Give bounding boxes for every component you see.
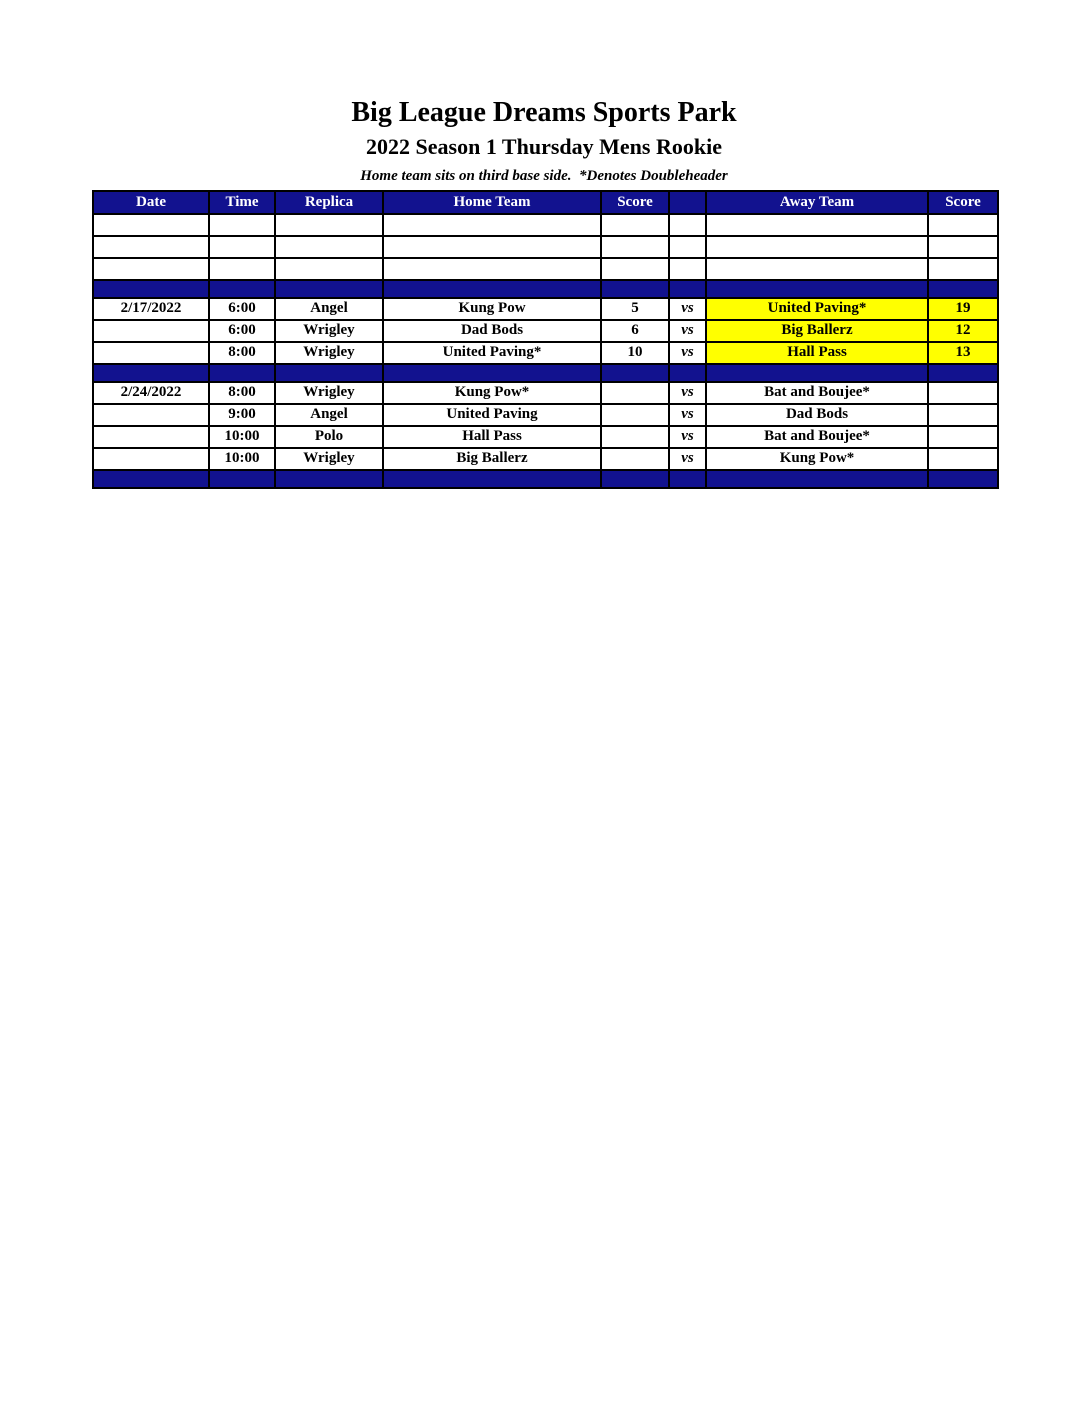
cell-home-team: Hall Pass xyxy=(383,426,601,448)
cell-separator xyxy=(93,470,209,488)
cell-home-team: Dad Bods xyxy=(383,320,601,342)
cell-date xyxy=(93,448,209,470)
cell-time: 8:00 xyxy=(209,342,275,364)
cell-away-team: Bat and Boujee* xyxy=(706,426,928,448)
cell-separator xyxy=(601,470,669,488)
cell-home-team: United Paving* xyxy=(383,342,601,364)
table-row xyxy=(93,342,998,364)
cell-away-team: Kung Pow* xyxy=(706,448,928,470)
cell-time: 6:00 xyxy=(209,320,275,342)
table-header-row xyxy=(93,191,998,214)
cell-separator xyxy=(383,280,601,298)
empty-row xyxy=(93,236,998,258)
empty-row xyxy=(93,214,998,236)
cell-separator xyxy=(669,470,706,488)
cell-time: 6:00 xyxy=(209,298,275,320)
cell-separator xyxy=(209,470,275,488)
cell-empty xyxy=(383,258,601,280)
cell-away-score xyxy=(928,448,998,470)
cell-empty xyxy=(669,236,706,258)
cell-home-team: United Paving xyxy=(383,404,601,426)
cell-empty xyxy=(209,258,275,280)
cell-replica: Wrigley xyxy=(275,342,383,364)
header-home-team: Home Team xyxy=(383,191,601,214)
cell-time: 10:00 xyxy=(209,426,275,448)
cell-empty xyxy=(601,214,669,236)
cell-away-score xyxy=(928,404,998,426)
cell-empty xyxy=(601,236,669,258)
cell-vs: vs xyxy=(669,382,706,404)
cell-empty xyxy=(93,258,209,280)
cell-home-score xyxy=(601,404,669,426)
cell-empty xyxy=(706,236,928,258)
cell-vs: vs xyxy=(669,298,706,320)
cell-empty xyxy=(93,236,209,258)
page-note: Home team sits on third base side. *Denotes Doubleheader xyxy=(360,167,728,184)
page-subtitle: 2022 Season 1 Thursday Mens Rookie xyxy=(366,133,722,159)
cell-separator xyxy=(209,364,275,382)
cell-vs: vs xyxy=(669,404,706,426)
cell-empty xyxy=(928,214,998,236)
cell-date xyxy=(93,320,209,342)
cell-empty xyxy=(275,236,383,258)
cell-separator xyxy=(93,364,209,382)
separator-row xyxy=(93,470,998,488)
page-title: Big League Dreams Sports Park xyxy=(351,97,737,128)
cell-separator xyxy=(706,280,928,298)
cell-separator xyxy=(669,280,706,298)
cell-separator xyxy=(383,470,601,488)
cell-empty xyxy=(209,214,275,236)
header-away-team: Away Team xyxy=(706,191,928,214)
cell-empty xyxy=(383,236,601,258)
empty-row xyxy=(93,258,998,280)
cell-replica: Wrigley xyxy=(275,448,383,470)
cell-away-team: Hall Pass xyxy=(706,342,928,364)
cell-empty xyxy=(928,258,998,280)
cell-separator xyxy=(928,280,998,298)
cell-empty xyxy=(383,214,601,236)
cell-replica: Angel xyxy=(275,404,383,426)
cell-home-score: 5 xyxy=(601,298,669,320)
cell-empty xyxy=(275,258,383,280)
cell-home-team: Kung Pow* xyxy=(383,382,601,404)
cell-separator xyxy=(669,364,706,382)
cell-empty xyxy=(669,258,706,280)
table-row xyxy=(93,404,998,426)
cell-separator xyxy=(209,280,275,298)
schedule-table xyxy=(92,190,999,489)
header-home-score: Score xyxy=(601,191,669,214)
header-replica: Replica xyxy=(275,191,383,214)
schedule-sheet xyxy=(0,0,1088,489)
cell-home-score xyxy=(601,426,669,448)
cell-separator xyxy=(928,364,998,382)
cell-empty xyxy=(275,214,383,236)
table-row xyxy=(93,448,998,470)
cell-replica: Wrigley xyxy=(275,382,383,404)
cell-separator xyxy=(383,364,601,382)
cell-empty xyxy=(93,214,209,236)
cell-home-score: 10 xyxy=(601,342,669,364)
table-row xyxy=(93,382,998,404)
cell-time: 8:00 xyxy=(209,382,275,404)
cell-date: 2/17/2022 xyxy=(93,298,209,320)
cell-separator xyxy=(275,364,383,382)
separator-row xyxy=(93,280,998,298)
cell-separator xyxy=(93,280,209,298)
cell-date: 2/24/2022 xyxy=(93,382,209,404)
table-row xyxy=(93,298,998,320)
cell-vs: vs xyxy=(669,342,706,364)
cell-separator xyxy=(275,470,383,488)
cell-replica: Angel xyxy=(275,298,383,320)
cell-date xyxy=(93,404,209,426)
cell-home-team: Big Ballerz xyxy=(383,448,601,470)
cell-separator xyxy=(706,364,928,382)
cell-separator xyxy=(706,470,928,488)
table-row xyxy=(93,320,998,342)
cell-empty xyxy=(209,236,275,258)
header-vs xyxy=(669,191,706,214)
cell-empty xyxy=(706,214,928,236)
cell-away-team: United Paving* xyxy=(706,298,928,320)
cell-away-team: Dad Bods xyxy=(706,404,928,426)
cell-replica: Polo xyxy=(275,426,383,448)
header-date: Date xyxy=(93,191,209,214)
cell-empty xyxy=(601,258,669,280)
cell-away-score xyxy=(928,426,998,448)
cell-date xyxy=(93,342,209,364)
cell-vs: vs xyxy=(669,426,706,448)
cell-separator xyxy=(601,280,669,298)
cell-away-score xyxy=(928,382,998,404)
cell-home-score xyxy=(601,382,669,404)
cell-home-team: Kung Pow xyxy=(383,298,601,320)
cell-separator xyxy=(275,280,383,298)
header-time: Time xyxy=(209,191,275,214)
cell-separator xyxy=(601,364,669,382)
separator-row xyxy=(93,364,998,382)
table-row xyxy=(93,426,998,448)
cell-away-team: Bat and Boujee* xyxy=(706,382,928,404)
cell-home-score: 6 xyxy=(601,320,669,342)
cell-away-score: 13 xyxy=(928,342,998,364)
cell-separator xyxy=(928,470,998,488)
cell-empty xyxy=(706,258,928,280)
cell-empty xyxy=(669,214,706,236)
cell-home-score xyxy=(601,448,669,470)
cell-vs: vs xyxy=(669,320,706,342)
header-away-score: Score xyxy=(928,191,998,214)
cell-away-score: 19 xyxy=(928,298,998,320)
cell-time: 10:00 xyxy=(209,448,275,470)
cell-away-team: Big Ballerz xyxy=(706,320,928,342)
cell-time: 9:00 xyxy=(209,404,275,426)
cell-empty xyxy=(928,236,998,258)
cell-date xyxy=(93,426,209,448)
cell-replica: Wrigley xyxy=(275,320,383,342)
cell-vs: vs xyxy=(669,448,706,470)
cell-away-score: 12 xyxy=(928,320,998,342)
